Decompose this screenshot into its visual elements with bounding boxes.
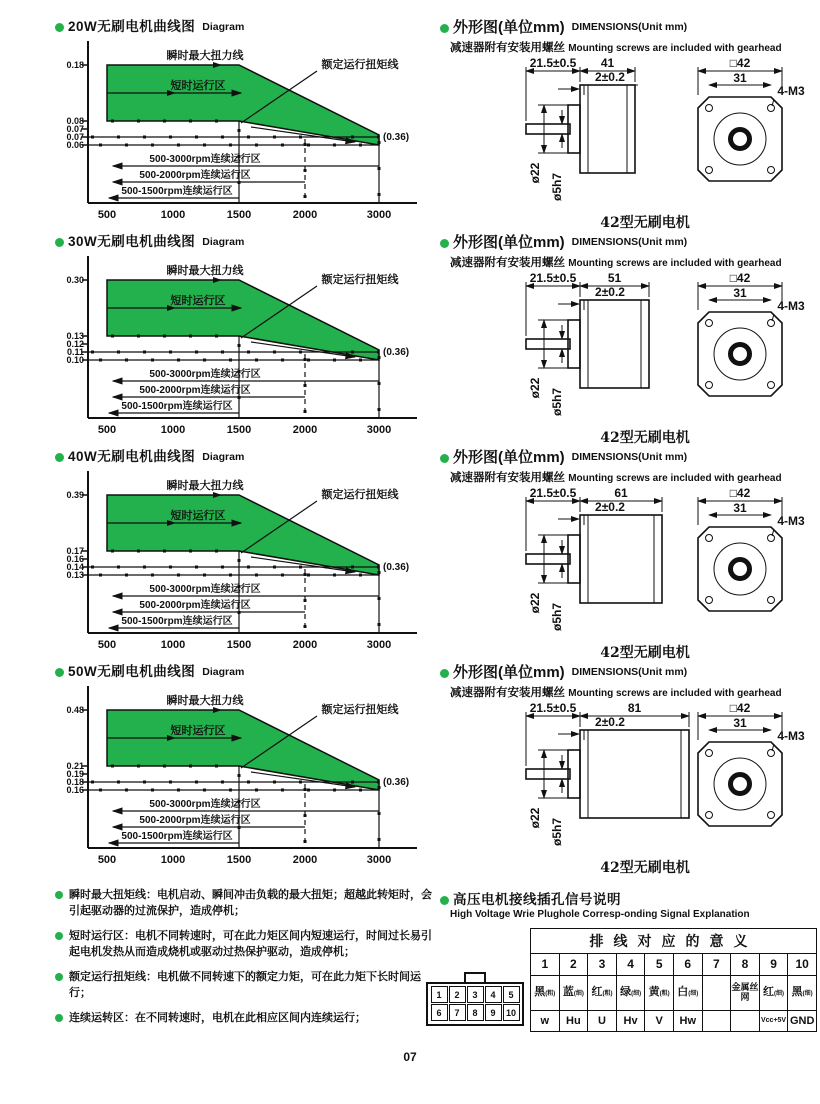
torque-speed-plot	[55, 680, 430, 872]
rpm2000-label: 500-2000rpm连续运行区	[139, 169, 251, 181]
chart-title: 20W无刷电机曲线图	[68, 19, 196, 34]
pin-number-cell: 9	[759, 953, 788, 975]
boss-diameter-dim: ø22	[528, 377, 542, 398]
y-tick: 0.07	[66, 131, 84, 142]
rpm2000-label: 500-2000rpm连续运行区	[139, 814, 251, 826]
x-tick: 1500	[226, 423, 252, 436]
motor-curve-chart	[55, 235, 435, 450]
dim-title-row	[440, 20, 815, 37]
connector-plug-icon	[425, 972, 525, 1026]
screws-dim: 4-M3	[777, 298, 805, 313]
signal-name-cell: Hw	[673, 1010, 702, 1031]
x-tick: 1500	[226, 208, 252, 221]
bullet-icon	[55, 891, 63, 899]
wire-row	[531, 975, 817, 1010]
signal-name-cell: V	[645, 1010, 674, 1031]
depth-dim: 21.5±0.5	[529, 485, 577, 500]
note-text: 瞬时最大扭矩线：电机启动、瞬间冲击负载的最大扭矩；超越此转矩时，会引起驱动器的过流保护，造成停机；	[69, 889, 432, 917]
short-zone-label: 短时运行区	[170, 509, 226, 522]
end-torque-value: (0.36)	[383, 776, 410, 788]
x-tick: 3000	[366, 423, 392, 436]
front-view	[698, 486, 805, 611]
pin-number-cell: 2	[559, 953, 588, 975]
connector-body	[426, 982, 524, 1026]
connector-pin-cell: 7	[449, 1004, 466, 1021]
wire-color-cell: 黄(粗)	[645, 975, 674, 1010]
rpm1500-label: 500-1500rpm连续运行区	[121, 615, 233, 627]
x-tick: 1500	[226, 638, 252, 651]
wire-color-cell	[702, 975, 731, 1010]
note-item	[55, 888, 433, 920]
signal-name-cell: Vcc+5V	[759, 1010, 788, 1031]
signal-name-cell: U	[588, 1010, 617, 1031]
rpm3000-label: 500-3000rpm连续运行区	[149, 798, 261, 810]
dim-subtitle-row	[450, 469, 815, 485]
dimension-section	[440, 665, 815, 880]
y-tick: 0.17	[66, 545, 84, 556]
chart-title-row	[55, 450, 435, 465]
connector-tab	[464, 972, 486, 982]
front-view	[698, 56, 805, 181]
x-tick: 3000	[366, 638, 392, 651]
body-length-dim: 51	[607, 270, 622, 285]
rpm2000-label: 500-2000rpm连续运行区	[139, 599, 251, 611]
dim-subtitle-row	[450, 254, 815, 270]
y-tick: 0.11	[66, 346, 84, 357]
x-tick: 500	[97, 423, 117, 436]
wire-color-cell: 黑(细)	[788, 975, 817, 1010]
dim-title: 外形图(单位mm)	[453, 19, 565, 36]
y-tick: 0.18	[66, 59, 84, 70]
side-view	[526, 701, 689, 846]
short-zone-label: 短时运行区	[170, 724, 226, 737]
connector-pin-cell: 4	[485, 986, 502, 1003]
dimension-section	[440, 20, 815, 235]
chart-title-en: Diagram	[202, 235, 245, 248]
x-tick-labels	[98, 209, 391, 221]
signal-section	[425, 893, 817, 1032]
bullet-icon	[440, 669, 449, 678]
dim-subtitle: 减速器附有安装用螺丝	[450, 41, 565, 54]
drawing-caption: 42型无刷电机	[600, 214, 690, 231]
chart-title: 50W无刷电机曲线图	[68, 664, 196, 679]
connector-pin-cell: 5	[503, 986, 520, 1003]
rpm1500-label: 500-1500rpm连续运行区	[121, 400, 233, 412]
rpm1500-label: 500-1500rpm连续运行区	[121, 185, 233, 197]
x-tick: 1500	[226, 853, 252, 866]
note-item	[55, 970, 433, 1002]
motor-curve-chart	[55, 450, 435, 665]
max-torque-label: 瞬时最大扭力线	[166, 479, 244, 492]
chart-title-en: Diagram	[202, 665, 245, 678]
y-tick: 0.30	[66, 274, 84, 285]
signal-name-cell: Hv	[616, 1010, 645, 1031]
outline-drawing	[440, 55, 810, 233]
signal-title-row	[440, 893, 817, 908]
y-tick: 0.06	[66, 139, 84, 150]
max-torque-label: 瞬时最大扭力线	[166, 264, 244, 277]
torque-speed-plot	[55, 35, 430, 227]
pin-number-cell: 5	[645, 953, 674, 975]
step-dim: 2±0.2	[595, 284, 625, 299]
x-tick: 3000	[366, 853, 392, 866]
x-tick: 1000	[160, 853, 186, 866]
chart-title: 40W无刷电机曲线图	[68, 449, 196, 464]
dim-title: 外形图(单位mm)	[453, 449, 565, 466]
dim-subtitle: 减速器附有安装用螺丝	[450, 256, 565, 269]
side-view	[526, 271, 649, 416]
connector-pin-cell: 1	[431, 986, 448, 1003]
operating-region	[107, 495, 379, 575]
connector-pin-cell: 8	[467, 1004, 484, 1021]
y-tick-labels	[66, 275, 84, 365]
screws-dim: 4-M3	[777, 513, 805, 528]
dim-subtitle-en: Mounting screws are included with gearhead	[568, 472, 782, 484]
signal-title-en: High Voltage Wrie Plughole Corresp-onding Signal Explanation	[450, 908, 750, 920]
x-tick: 2000	[292, 853, 318, 866]
wire-color-cell: 绿(细)	[616, 975, 645, 1010]
shaft-diameter-dim: ø5h7	[550, 387, 564, 416]
x-tick: 1000	[160, 208, 186, 221]
chart-title-row	[55, 235, 435, 250]
bullet-icon	[55, 238, 64, 247]
y-tick-labels	[66, 60, 84, 150]
pin-number-cell: 10	[788, 953, 817, 975]
motor-curve-chart	[55, 665, 435, 880]
wire-color-cell: 白(细)	[673, 975, 702, 1010]
note-text: 短时运行区：电机不同转速时，可在此力矩区间内短速运行，时间过长易引起电机发热从而造成烧机或驱动过热保护驱动，造成停机；	[69, 929, 432, 958]
dim-title-en: DIMENSIONS(Unit mm)	[571, 451, 688, 464]
motor-curve-chart	[55, 20, 435, 235]
signal-name-cell: Hu	[559, 1010, 588, 1031]
pin-number-cell: 6	[673, 953, 702, 975]
hole-pitch-dim: 31	[733, 70, 747, 85]
signal-name-cell: w	[531, 1010, 560, 1031]
screws-dim: 4-M3	[777, 83, 805, 98]
y-tick: 0.07	[66, 123, 84, 134]
dims-column	[440, 20, 815, 880]
signal-row	[531, 1010, 817, 1031]
x-tick: 500	[97, 208, 117, 221]
shaft-diameter-dim: ø5h7	[550, 172, 564, 201]
bullet-icon	[55, 668, 64, 677]
front-size-dim: □42	[729, 700, 751, 715]
x-tick: 500	[97, 638, 117, 651]
end-torque-value: (0.36)	[383, 561, 410, 573]
connector-row-2	[430, 1004, 520, 1022]
note-item	[55, 929, 433, 961]
operating-region	[107, 280, 379, 360]
dim-title-en: DIMENSIONS(Unit mm)	[571, 666, 688, 679]
drawing-caption: 42型无刷电机	[600, 644, 690, 661]
front-size-dim: □42	[729, 55, 751, 70]
max-torque-label: 瞬时最大扭力线	[166, 694, 244, 707]
chart-title-row	[55, 665, 435, 680]
chart-title-row	[55, 20, 435, 35]
pin-number-cell: 4	[616, 953, 645, 975]
y-tick: 0.18	[66, 776, 84, 787]
connector-pin-cell: 6	[431, 1004, 448, 1021]
signal-title: 高压电机接线插孔信号说明	[453, 892, 621, 907]
hole-pitch-dim: 31	[733, 500, 747, 515]
step-dim: 2±0.2	[595, 714, 625, 729]
pin-number-cell: 1	[531, 953, 560, 975]
connector-pin-cell: 10	[503, 1004, 520, 1021]
torque-speed-plot	[55, 465, 430, 657]
boss-diameter-dim: ø22	[528, 807, 542, 828]
y-tick: 0.16	[66, 553, 84, 564]
bullet-icon	[440, 896, 449, 905]
x-tick: 2000	[292, 208, 318, 221]
pin-number-cell: 8	[731, 953, 760, 975]
body-length-dim: 61	[614, 485, 628, 500]
x-tick-labels	[98, 854, 391, 866]
dim-subtitle: 减速器附有安装用螺丝	[450, 686, 565, 699]
depth-dim: 21.5±0.5	[529, 700, 577, 715]
note-text: 额定运行扭矩线：电机做不同转速下的额定力矩，可在此力矩下长时间运行；	[69, 970, 421, 999]
table-title: 排线对应的意义	[531, 928, 817, 953]
bullet-icon	[440, 454, 449, 463]
rated-line-label: 额定运行扭矩线	[321, 58, 399, 71]
pin-row	[531, 953, 817, 975]
x-tick: 3000	[366, 208, 392, 221]
dimension-section	[440, 450, 815, 665]
rpm3000-label: 500-3000rpm连续运行区	[149, 368, 261, 380]
depth-dim: 21.5±0.5	[529, 270, 577, 285]
y-tick: 0.48	[66, 704, 84, 715]
shaft-diameter-dim: ø5h7	[550, 602, 564, 631]
charts-column	[55, 20, 435, 880]
bullet-icon	[440, 24, 449, 33]
y-tick: 0.13	[66, 330, 84, 341]
y-tick: 0.21	[66, 760, 84, 771]
y-tick: 0.13	[66, 569, 84, 580]
rpm3000-label: 500-3000rpm连续运行区	[149, 583, 261, 595]
signal-body	[425, 928, 817, 1032]
rpm2000-label: 500-2000rpm连续运行区	[139, 384, 251, 396]
max-torque-label: 瞬时最大扭力线	[166, 49, 244, 62]
dim-subtitle-en: Mounting screws are included with gearhead	[568, 257, 782, 269]
bullet-icon	[55, 1014, 63, 1022]
step-dim: 2±0.2	[595, 69, 625, 84]
wire-color-cell: 蓝(细)	[559, 975, 588, 1010]
side-view	[526, 486, 662, 631]
pin-number-cell: 7	[702, 953, 731, 975]
bullet-icon	[55, 23, 64, 32]
torque-speed-plot	[55, 250, 430, 442]
connector-pin-cell: 3	[467, 986, 484, 1003]
outline-drawing	[440, 270, 810, 448]
bullet-icon	[55, 973, 63, 981]
x-tick-labels	[98, 424, 391, 436]
step-dim: 2±0.2	[595, 499, 625, 514]
dim-subtitle-en: Mounting screws are included with gearhead	[568, 687, 782, 699]
body-length-dim: 41	[600, 55, 615, 70]
y-tick-labels	[66, 490, 84, 580]
y-tick: 0.12	[66, 338, 84, 349]
dim-title: 外形图(单位mm)	[453, 234, 565, 251]
side-view	[526, 56, 638, 201]
y-tick: 0.19	[66, 768, 84, 779]
y-tick: 0.10	[66, 354, 84, 365]
bullet-icon	[55, 932, 63, 940]
chart-title: 30W无刷电机曲线图	[68, 234, 196, 249]
rpm3000-label: 500-3000rpm连续运行区	[149, 153, 261, 165]
x-tick: 1000	[160, 423, 186, 436]
body-length-dim: 81	[627, 700, 642, 715]
chart-title-en: Diagram	[202, 20, 245, 33]
dim-subtitle: 减速器附有安装用螺丝	[450, 471, 565, 484]
signal-name-cell: GND	[788, 1010, 817, 1031]
boss-diameter-dim: ø22	[528, 162, 542, 183]
front-size-dim: □42	[729, 485, 751, 500]
rated-line-label: 额定运行扭矩线	[321, 703, 399, 716]
front-size-dim: □42	[729, 270, 751, 285]
end-torque-value: (0.36)	[383, 346, 410, 358]
y-tick: 0.08	[66, 115, 84, 126]
chart-title-en: Diagram	[202, 450, 245, 463]
outline-drawing	[440, 485, 810, 663]
note-item	[55, 1011, 433, 1027]
table-title-row	[531, 928, 817, 953]
x-tick: 2000	[292, 423, 318, 436]
shaft-diameter-dim: ø5h7	[550, 817, 564, 846]
y-tick-labels	[66, 705, 84, 795]
rated-line-label: 额定运行扭矩线	[321, 273, 399, 286]
hole-pitch-dim: 31	[733, 285, 747, 300]
front-view	[698, 701, 805, 826]
operating-region	[107, 65, 379, 145]
depth-dim: 21.5±0.5	[529, 55, 577, 70]
note-text: 连续运转区：在不同转速时，电机在此相应区间内连续运行；	[69, 1011, 366, 1024]
bullet-icon	[55, 453, 64, 462]
x-tick: 1000	[160, 638, 186, 651]
signal-table	[530, 928, 817, 1032]
wire-color-cell: 红(粗)	[588, 975, 617, 1010]
hole-pitch-dim: 31	[733, 715, 747, 730]
drawing-caption: 42型无刷电机	[600, 429, 690, 446]
bullet-icon	[440, 239, 449, 248]
connector-row-1	[430, 986, 520, 1004]
y-tick: 0.16	[66, 784, 84, 795]
short-zone-label: 短时运行区	[170, 79, 226, 92]
dim-subtitle-en: Mounting screws are included with gearhead	[568, 42, 782, 54]
short-zone-label: 短时运行区	[170, 294, 226, 307]
screws-dim: 4-M3	[777, 728, 805, 743]
wire-color-cell: 金属丝网	[731, 975, 760, 1010]
wire-color-cell: 黑(粗)	[531, 975, 560, 1010]
drawing-caption: 42型无刷电机	[600, 859, 690, 876]
rated-line-label: 额定运行扭矩线	[321, 488, 399, 501]
page-number: 07	[403, 1050, 417, 1064]
front-view	[698, 271, 805, 396]
notes-section	[55, 888, 433, 1036]
boss-diameter-dim: ø22	[528, 592, 542, 613]
connector-pin-cell: 9	[485, 1004, 502, 1021]
end-torque-value: (0.36)	[383, 131, 410, 143]
rpm1500-label: 500-1500rpm连续运行区	[121, 830, 233, 842]
y-tick: 0.39	[66, 489, 84, 500]
pin-number-cell: 3	[588, 953, 617, 975]
x-tick: 500	[97, 853, 117, 866]
dim-title-en: DIMENSIONS(Unit mm)	[571, 21, 688, 34]
y-tick: 0.14	[66, 561, 84, 572]
wire-color-cell: 红(细)	[759, 975, 788, 1010]
dim-subtitle-row	[450, 39, 815, 55]
x-tick: 2000	[292, 638, 318, 651]
dim-title-en: DIMENSIONS(Unit mm)	[571, 236, 688, 249]
dim-title: 外形图(单位mm)	[453, 664, 565, 681]
operating-region	[107, 710, 379, 790]
dim-subtitle-row	[450, 684, 815, 700]
signal-name-cell	[731, 1010, 760, 1031]
signal-name-cell	[702, 1010, 731, 1031]
x-tick-labels	[98, 639, 391, 651]
connector-pin-cell: 2	[449, 986, 466, 1003]
dimension-section	[440, 235, 815, 450]
outline-drawing	[440, 700, 810, 878]
page-footer	[0, 1048, 820, 1066]
